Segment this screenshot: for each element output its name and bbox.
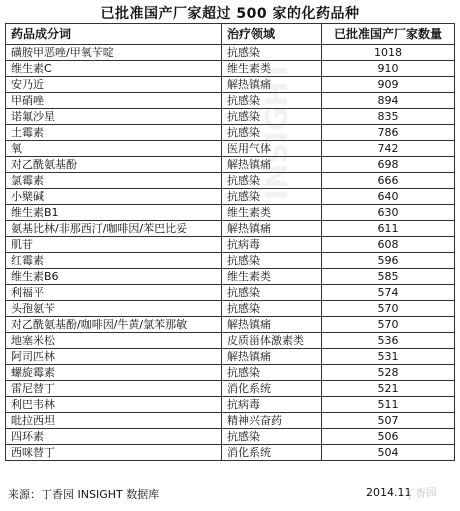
cell-manufacturer-count: 611 <box>322 221 455 237</box>
cell-drug-name: 氧 <box>6 141 222 157</box>
table-row <box>6 269 455 285</box>
table-row <box>6 365 455 381</box>
cell-manufacturer-count: 570 <box>322 301 455 317</box>
cell-manufacturer-count: 630 <box>322 205 455 221</box>
cell-manufacturer-count: 910 <box>322 61 455 77</box>
cell-therapeutic-area: 抗感染 <box>222 285 322 301</box>
cell-therapeutic-area: 抗感染 <box>222 189 322 205</box>
cell-manufacturer-count: 835 <box>322 109 455 125</box>
table-row <box>6 189 455 205</box>
cell-drug-name: 西咪替丁 <box>6 445 222 461</box>
cell-drug-name: 维生素B6 <box>6 269 222 285</box>
table-body <box>6 45 455 461</box>
header-therapeutic-area: 治疗领域 <box>222 24 322 45</box>
cell-therapeutic-area: 抗感染 <box>222 301 322 317</box>
table-row <box>6 413 455 429</box>
cell-therapeutic-area: 抗病毒 <box>222 397 322 413</box>
table-row <box>6 45 455 61</box>
cell-manufacturer-count: 640 <box>322 189 455 205</box>
table-row <box>6 333 455 349</box>
table-row <box>6 93 455 109</box>
cell-therapeutic-area: 抗感染 <box>222 253 322 269</box>
cell-therapeutic-area: 精神兴奋药 <box>222 413 322 429</box>
cell-manufacturer-count: 666 <box>322 173 455 189</box>
cell-therapeutic-area: 维生素类 <box>222 61 322 77</box>
header-drug-name: 药品成分词 <box>6 24 222 45</box>
cell-therapeutic-area: 维生素类 <box>222 205 322 221</box>
cell-manufacturer-count: 536 <box>322 333 455 349</box>
cell-therapeutic-area: 抗感染 <box>222 125 322 141</box>
header-manufacturer-count: 已批准国产厂家数量 <box>322 24 455 45</box>
cell-therapeutic-area: 抗感染 <box>222 109 322 125</box>
cell-manufacturer-count: 531 <box>322 349 455 365</box>
table-row <box>6 61 455 77</box>
page-title: 已批准国产厂家超过 500 家的化药品种 <box>100 6 360 22</box>
table-row <box>6 381 455 397</box>
table-row <box>6 429 455 445</box>
table-row <box>6 237 455 253</box>
cell-drug-name: 土霉素 <box>6 125 222 141</box>
cell-therapeutic-area: 医用气体 <box>222 141 322 157</box>
table-row <box>6 109 455 125</box>
cell-therapeutic-area: 皮质甾体激素类 <box>222 333 322 349</box>
cell-therapeutic-area: 抗感染 <box>222 45 322 61</box>
table-row <box>6 77 455 93</box>
table-row <box>6 157 455 173</box>
table-row <box>6 141 455 157</box>
table-row <box>6 317 455 333</box>
cell-manufacturer-count: 786 <box>322 125 455 141</box>
cell-manufacturer-count: 521 <box>322 381 455 397</box>
cell-manufacturer-count: 511 <box>322 397 455 413</box>
cell-therapeutic-area: 消化系统 <box>222 445 322 461</box>
cell-drug-name: 利福平 <box>6 285 222 301</box>
cell-manufacturer-count: 585 <box>322 269 455 285</box>
table-row <box>6 349 455 365</box>
cell-drug-name: 吡拉西坦 <box>6 413 222 429</box>
cell-drug-name: 维生素C <box>6 61 222 77</box>
cell-therapeutic-area: 维生素类 <box>222 269 322 285</box>
cell-drug-name: 氨基比林/非那西汀/咖啡因/苯巴比妥 <box>6 221 222 237</box>
cell-therapeutic-area: 消化系统 <box>222 381 322 397</box>
cell-manufacturer-count: 596 <box>322 253 455 269</box>
cell-drug-name: 阿司匹林 <box>6 349 222 365</box>
cell-manufacturer-count: 574 <box>322 285 455 301</box>
cell-therapeutic-area: 抗感染 <box>222 429 322 445</box>
cell-manufacturer-count: 909 <box>322 77 455 93</box>
cell-drug-name: 维生素B1 <box>6 205 222 221</box>
cell-manufacturer-count: 698 <box>322 157 455 173</box>
cell-drug-name: 诺氟沙星 <box>6 109 222 125</box>
cell-drug-name: 小檗碱 <box>6 189 222 205</box>
cell-therapeutic-area: 解热镇痛 <box>222 317 322 333</box>
cell-therapeutic-area: 解热镇痛 <box>222 221 322 237</box>
cell-drug-name: 头孢氨苄 <box>6 301 222 317</box>
watermark-logo: 丁香园 <box>403 485 438 502</box>
table-row <box>6 125 455 141</box>
cell-manufacturer-count: 894 <box>322 93 455 109</box>
source-note: 来源：丁香园 INSIGHT 数据库 <box>8 488 160 501</box>
table-row <box>6 397 455 413</box>
cell-therapeutic-area: 抗病毒 <box>222 237 322 253</box>
table-row <box>6 301 455 317</box>
drug-table <box>5 23 455 461</box>
cell-manufacturer-count: 507 <box>322 413 455 429</box>
cell-drug-name: 对乙酰氨基酚/咖啡因/牛黄/氯苯那敏 <box>6 317 222 333</box>
cell-drug-name: 红霉素 <box>6 253 222 269</box>
cell-manufacturer-count: 570 <box>322 317 455 333</box>
cell-drug-name: 地塞米松 <box>6 333 222 349</box>
cell-manufacturer-count: 608 <box>322 237 455 253</box>
cell-drug-name: 利巴韦林 <box>6 397 222 413</box>
cell-drug-name: 氯霉素 <box>6 173 222 189</box>
watermark-text: INSIGHT <box>260 60 295 200</box>
table-row <box>6 205 455 221</box>
cell-manufacturer-count: 742 <box>322 141 455 157</box>
date-label: 2014.11 <box>366 486 412 499</box>
cell-drug-name: 肌苷 <box>6 237 222 253</box>
cell-drug-name: 磺胺甲恶唑/甲氧苄啶 <box>6 45 222 61</box>
cell-manufacturer-count: 506 <box>322 429 455 445</box>
cell-therapeutic-area: 抗感染 <box>222 365 322 381</box>
cell-drug-name: 甲硝唑 <box>6 93 222 109</box>
cell-drug-name: 对乙酰氨基酚 <box>6 157 222 173</box>
table-row <box>6 285 455 301</box>
cell-drug-name: 雷尼替丁 <box>6 381 222 397</box>
cell-manufacturer-count: 1018 <box>322 45 455 61</box>
cell-drug-name: 安乃近 <box>6 77 222 93</box>
cell-therapeutic-area: 抗感染 <box>222 173 322 189</box>
table-row <box>6 221 455 237</box>
cell-therapeutic-area: 解热镇痛 <box>222 157 322 173</box>
cell-therapeutic-area: 解热镇痛 <box>222 349 322 365</box>
cell-drug-name: 螺旋霉素 <box>6 365 222 381</box>
table-header-row <box>6 24 455 45</box>
table-row <box>6 445 455 461</box>
cell-therapeutic-area: 抗感染 <box>222 93 322 109</box>
table-row <box>6 173 455 189</box>
cell-therapeutic-area: 解热镇痛 <box>222 77 322 93</box>
table-row <box>6 253 455 269</box>
cell-manufacturer-count: 528 <box>322 365 455 381</box>
cell-manufacturer-count: 504 <box>322 445 455 461</box>
cell-drug-name: 四环素 <box>6 429 222 445</box>
